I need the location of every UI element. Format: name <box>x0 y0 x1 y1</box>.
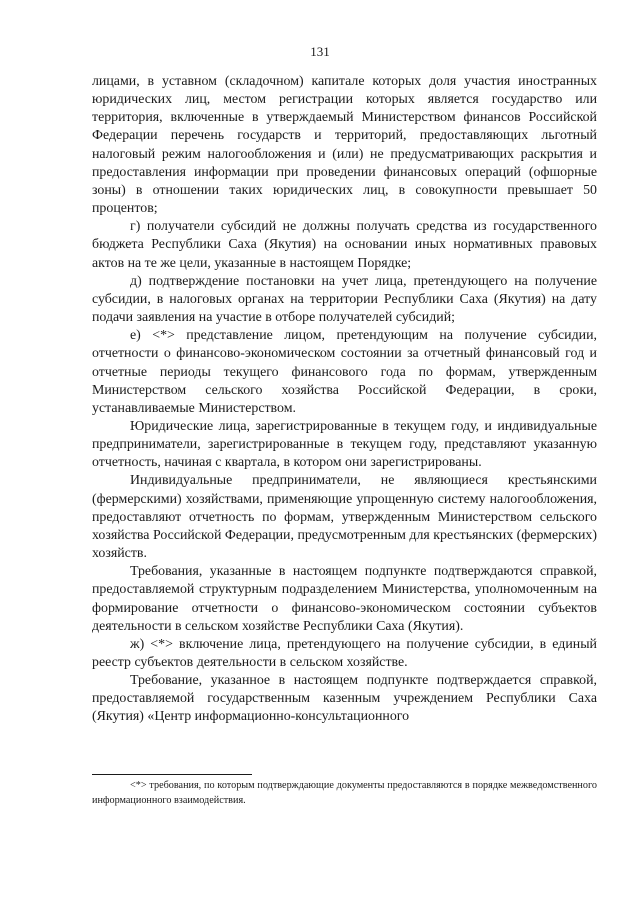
footnote: <*> требования, по которым подтверждающие документы предоставляются в порядке межведомственного информационного взаимодействия. <box>92 780 597 806</box>
footnote-divider <box>92 774 252 775</box>
paragraph-item-e: е) <*> представление лицом, претендующим на получение субсидии, отчетности о финансово-экономическом состоянии за отчетный финансовый год и отчетные периоды текущего финансового года по формам, утвержденным Министерством сельского хозяйства Российской Федерации, в сроки, устанавливаемые Министерством. <box>92 328 597 416</box>
paragraph-requirements-confirmation: Требования, указанные в настоящем подпункте подтверждаются справкой, предоставляемой структурным подразделением Министерства, уполномоченным на формирование отчетности о финансово-экономическом состоянии субъектов деятельности в сельском хозяйстве Республики Саха (Якутия). <box>92 564 597 634</box>
paragraph-continuation: лицами, в уставном (складочном) капитале которых доля участия иностранных юридических лиц, местом регистрации которых является государство или территория, включенные в утверждаемый Министерством финансов Российской Федерации перечень государств и территорий, предоставляющих льготный налоговый режим налогообложения и (или) не предусматривающих раскрытия и предоставления информации при проведении финансовых операций (офшорные зоны) в отношении таких юридических лиц, в совокупности превышает 50 процентов; <box>92 74 597 217</box>
paragraph-item-d: д) подтверждение постановки на учет лица, претендующего на получение субсидии, в налоговых органах на территории Республики Саха (Якутия) на дату подачи заявления на участие в отборе получателей субсидий; <box>92 273 597 326</box>
main-text <box>92 73 597 727</box>
paragraph-legal-entities: Юридические лица, зарегистрированные в текущем году, и индивидуальные предприниматели, зарегистрированные в текущем году, представляют указанную отчетность, начиная с квартала, в котором они зарегистрированы. <box>92 418 597 471</box>
paragraph-requirement-confirmation: Требование, указанное в настоящем подпункте подтверждается справкой, предоставляемой государственным казенным учреждением Республики Саха (Якутия) «Центр информационно-консультационного <box>92 673 597 725</box>
page-number: 131 <box>310 44 330 59</box>
paragraph-item-g: г) получатели субсидий не должны получать средства из государственного бюджета Республики Саха (Якутия) на основании иных нормативных правовых актов на те же цели, указанные в настоящем Порядке; <box>92 219 597 271</box>
paragraph-individual-entrepreneurs: Индивидуальные предприниматели, не являющиеся крестьянскими (фермерскими) хозяйствами, применяющие упрощенную систему налогообложения, предоставляют отчетность по формам, утвержденным Министерством сельского хозяйства Российской Федерации, предусмотренным для крестьянских (фермерских) хозяйств. <box>92 473 597 562</box>
paragraph-item-zh: ж) <*> включение лица, претендующего на получение субсидии, в единый реестр субъектов деятельности в сельском хозяйстве. <box>92 636 597 670</box>
